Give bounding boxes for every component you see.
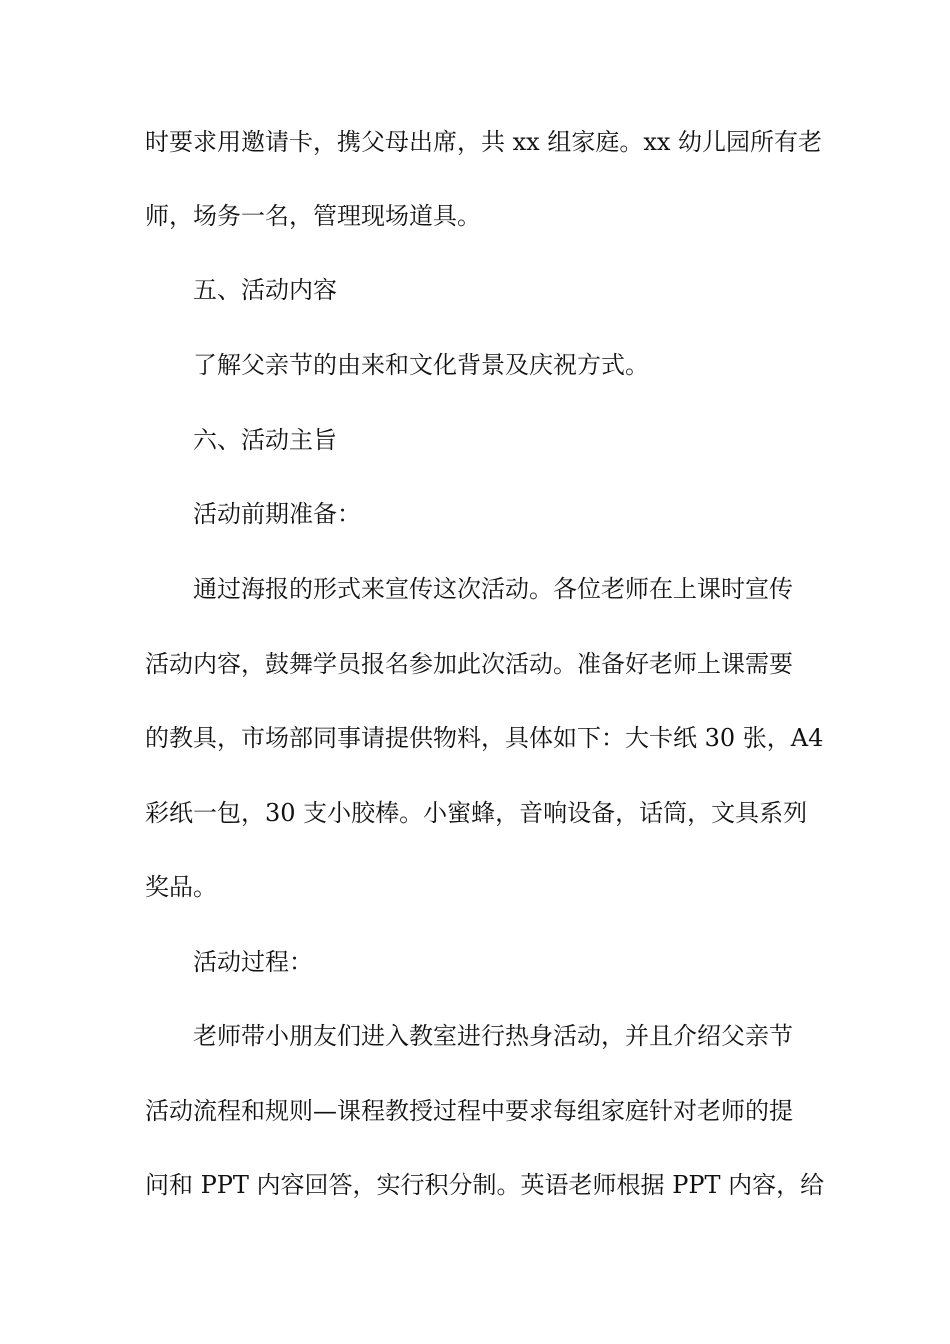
text-line: 时要求用邀请卡，携父母出席，共 xx 组家庭。xx 幼儿园所有老: [145, 128, 823, 156]
text-line: 老师带小朋友们进入教室进行热身活动，并且介绍父亲节: [193, 1022, 793, 1050]
section-heading: 五、活动内容: [193, 276, 337, 304]
text-line: 师，场务一名，管理现场道具。: [145, 202, 481, 230]
text-line: 了解父亲节的由来和文化背景及庆祝方式。: [193, 351, 649, 379]
text-line: 通过海报的形式来宣传这次活动。各位老师在上课时宣传: [193, 575, 793, 603]
text-line: 奖品。: [145, 873, 217, 901]
text-line: 活动内容，鼓舞学员报名参加此次活动。准备好老师上课需要: [145, 650, 793, 678]
text-line: 活动流程和规则—课程教授过程中要求每组家庭针对老师的提: [145, 1097, 793, 1125]
text-line: 问和 PPT 内容回答，实行积分制。英语老师根据 PPT 内容，给: [145, 1171, 825, 1199]
text-line: 彩纸一包，30 支小胶棒。小蜜蜂，音响设备，话筒，文具系列: [145, 799, 808, 827]
section-heading: 六、活动主旨: [193, 426, 337, 454]
subheading: 活动前期准备：: [193, 500, 361, 528]
text-line: 的教具，市场部同事请提供物料，具体如下：大卡纸 30 张，A4: [145, 724, 824, 752]
subheading: 活动过程：: [193, 948, 313, 976]
